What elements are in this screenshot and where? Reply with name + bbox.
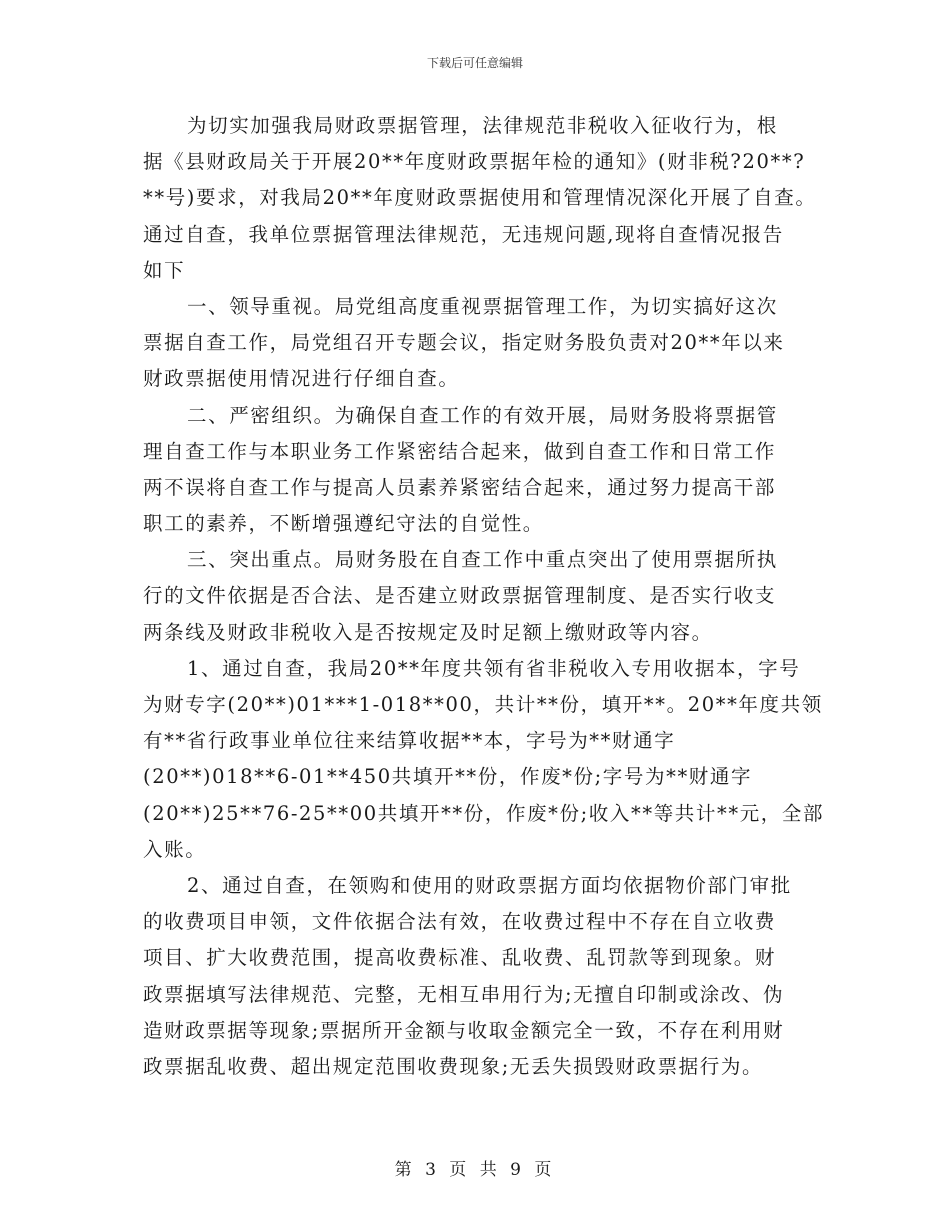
paragraph-line: 职工的素养，不断增强遵纪守法的自觉性。 [143, 512, 544, 536]
paragraph-line: 两条线及财政非税收入是否按规定及时足额上缴财政等内容。 [143, 620, 713, 644]
paragraph-line: 通过自查，我单位票据管理法律规范，无违规问题,现将自查情况报告 [143, 222, 784, 246]
paragraph-line: 为切实加强我局财政票据管理，法律规范非税收入征收行为，根 [187, 114, 778, 137]
paragraph-line: 2、通过自查，在领购和使用的财政票据方面均依据物价部门审批 [187, 873, 792, 897]
paragraph-line: 票据自查工作，局党组召开专题会议，指定财务股负责对20**年以来 [143, 331, 785, 355]
paragraph-line: 政票据乱收费、超出规定范围收费现象;无丢失损毁财政票据行为。 [143, 1054, 764, 1078]
paragraph-line: 为财专字(20**)01***1-018**00，共计**份，填开**。20**年度共领 [143, 693, 823, 716]
paragraph-item-1 [143, 651, 823, 868]
paragraph-line: 政票据填写法律规范、完整，无相互串用行为;无擅自印制或涂改、伪 [143, 982, 785, 1006]
paragraph-line: 入账。 [143, 837, 207, 861]
paragraph-line: 两不误将自查工作与提高人员素养紧密结合起来，通过努力提高干部 [143, 475, 777, 499]
paragraph-line: (20**)018**6-01**450共填开**份，作废*份;字号为**财通字 [143, 765, 753, 789]
paragraph-intro [143, 108, 823, 289]
paragraph-line: 的收费项目申领，文件依据合法有效，在收费过程中不存在自立收费 [143, 910, 777, 934]
paragraph-leadership [143, 289, 823, 398]
paragraph-line: 行的文件依据是否合法、是否建立财政票据管理制度、是否实行收支 [143, 584, 777, 608]
paragraph-organization [143, 398, 823, 543]
paragraph-line: 财政票据使用情况进行仔细自查。 [143, 367, 460, 391]
page-header: 下载后可任意编辑 [426, 56, 523, 70]
paragraph-line: 二、严密组织。为确保自查工作的有效开展，局财务股将票据管 [187, 403, 778, 427]
paragraph-line: 一、领导重视。局党组高度重视票据管理工作，为切实搞好这次 [187, 294, 778, 318]
paragraph-line: **号)要求，对我局20**年度财政票据使用和管理情况深化开展了自查。 [143, 186, 817, 210]
paragraph-focus [143, 542, 823, 651]
paragraph-line: 造财政票据等现象;票据所开金额与收取金额完全一致，不存在利用财 [143, 1018, 785, 1042]
page-footer: 第 3 页 共 9 页 [394, 1160, 556, 1180]
paragraph-line: 三、突出重点。局财务股在自查工作中重点突出了使用票据所执 [187, 548, 778, 572]
paragraph-line: 据《县财政局关于开展20**年度财政票据年检的通知》(财非税?20**? [143, 150, 806, 174]
paragraph-line: 项目、扩大收费范围，提高收费标准、乱收费、乱罚款等到现象。财 [143, 946, 777, 970]
paragraph-line: 1、通过自查，我局20**年度共领有省非税收入专用收据本，字号 [187, 656, 801, 680]
document-body [143, 108, 823, 1085]
paragraph-item-2 [143, 868, 823, 1085]
paragraph-line: (20**)25**76-25**00共填开**份，作废*份;收入**等共计**元，全部 [143, 801, 825, 825]
paragraph-line: 有**省行政事业单位往来结算收据**本，字号为**财通字 [143, 729, 676, 753]
paragraph-line: 理自查工作与本职业务工作紧密结合起来，做到自查工作和日常工作 [143, 439, 777, 463]
paragraph-line: 如下 [143, 258, 186, 282]
